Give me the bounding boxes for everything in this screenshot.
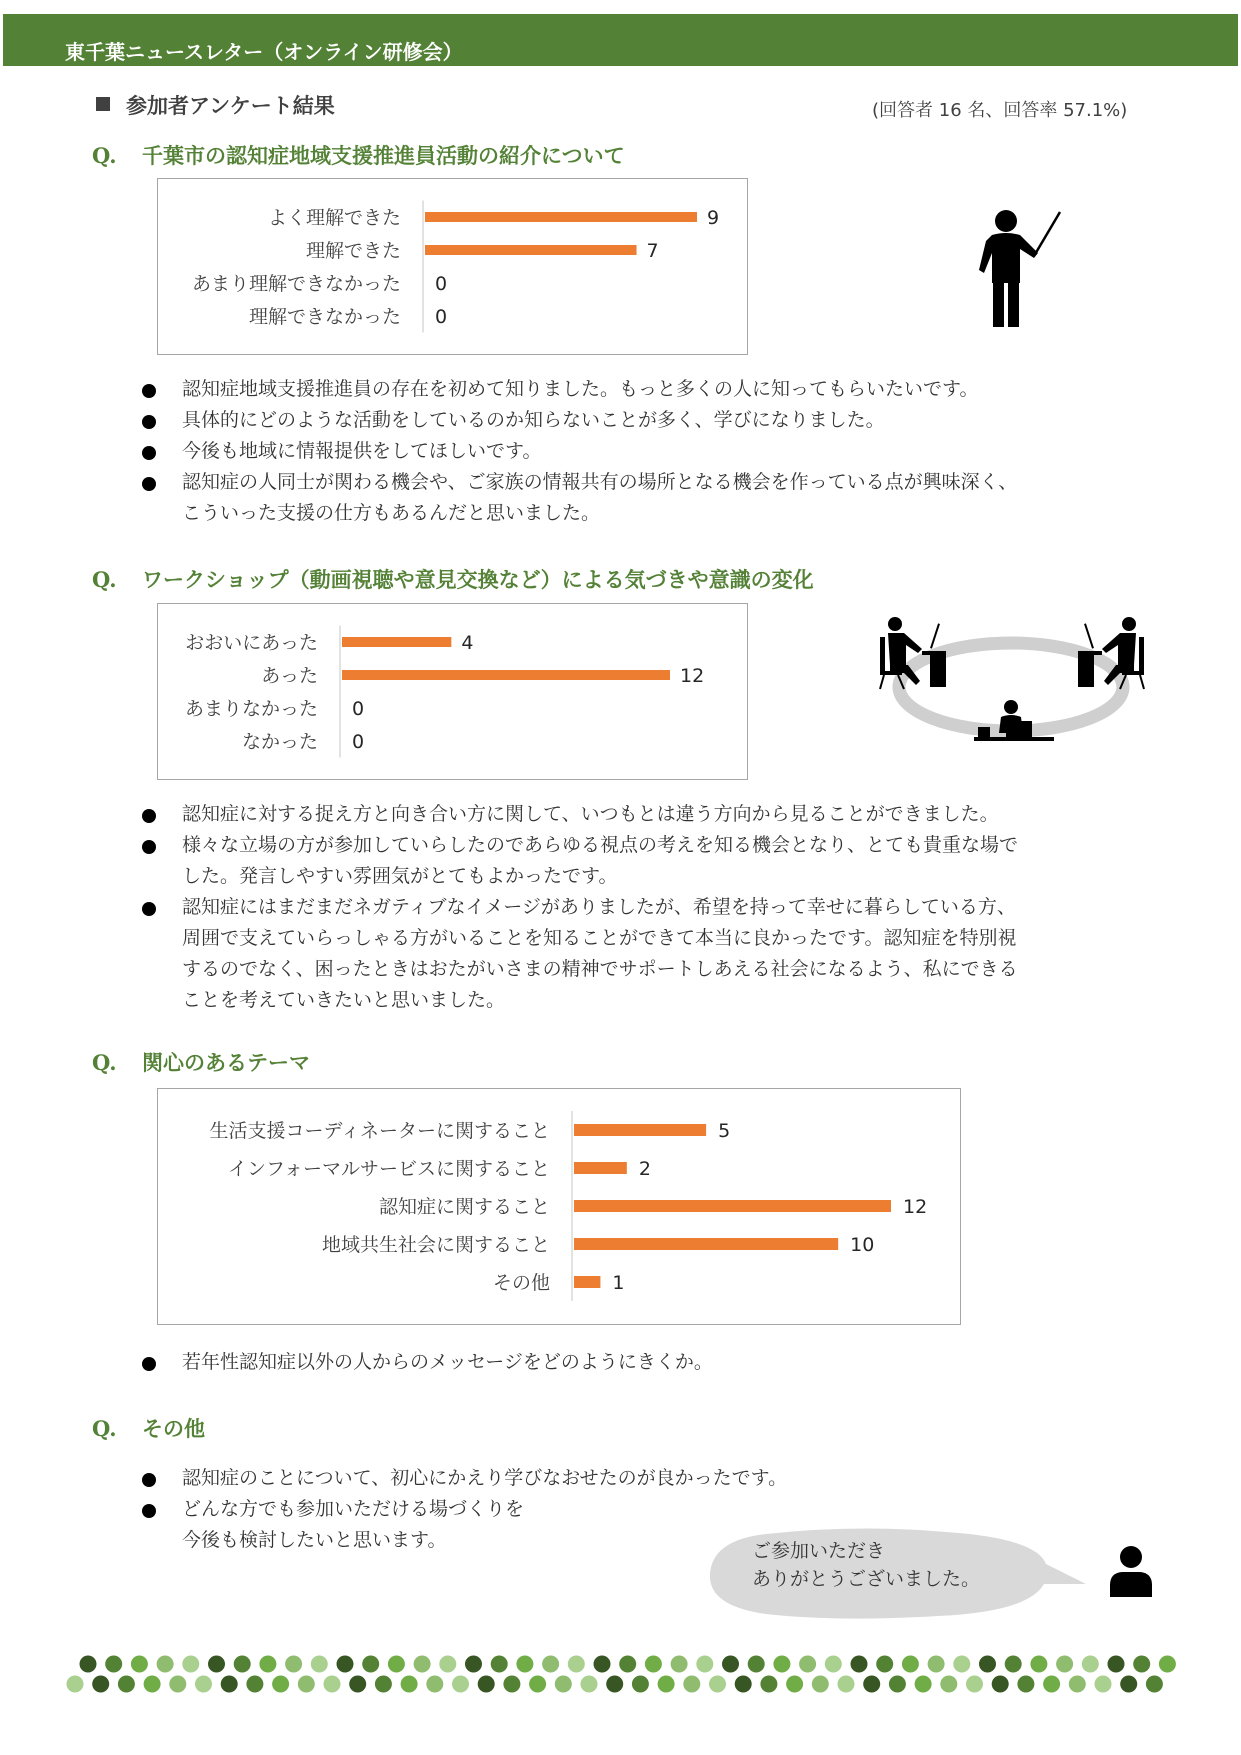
comment-continuation: するのでなく、困ったときはおたがいさまの精神でサポートしあえる社会になるよう、私にできる: [182, 958, 1018, 980]
category-label: あまりなかった: [184, 698, 318, 720]
bar: [425, 212, 697, 222]
data-label: 10: [850, 1234, 875, 1256]
closing-message: ご参加いただき ありがとうございました。: [752, 1540, 981, 1590]
dot-border: [0, 1650, 1241, 1704]
question-2-heading: [92, 564, 814, 594]
chart-understanding: [157, 178, 748, 355]
comment-item: 認知症のことについて、初心にかえり学びなおせたのが良かったです。: [139, 1463, 939, 1494]
bar: [342, 637, 451, 647]
data-label: 2: [638, 1158, 651, 1180]
comment-item: 認知症の人同士が関わる機会や、ご家族の情報共有の場所となる機会を作っている点が興味深く、: [139, 467, 1139, 498]
question-3-heading: [92, 1047, 310, 1077]
category-label: 理解できた: [305, 240, 401, 262]
q-label: Q.: [92, 1050, 117, 1075]
comment-continuation: した。発言しやすい雰囲気がとてもよかったです。: [182, 865, 618, 887]
data-label: 9: [707, 207, 720, 229]
section-title-text: 参加者アンケート結果: [126, 94, 335, 118]
bar: [574, 1124, 706, 1136]
category-label: 認知症に関すること: [378, 1196, 550, 1218]
question-2-title: ワークショップ（動画視聴や意見交換など）による気づきや意識の変化: [142, 568, 814, 592]
category-label: なかった: [241, 731, 318, 753]
category-label: おおいにあった: [185, 632, 318, 654]
category-label: あまり理解できなかった: [191, 273, 401, 295]
person-icon: [1108, 1545, 1154, 1597]
understanding-bar-chart: [158, 179, 747, 354]
data-label: 12: [903, 1196, 928, 1218]
category-label: 生活支援コーディネーターに関すること: [209, 1120, 550, 1142]
response-rate: (回答者 16 名、回答率 57.1%): [872, 100, 1128, 121]
question-1-heading: [92, 140, 625, 170]
comment-continuation: こういった支援の仕方もあるんだと思いました。: [182, 502, 601, 524]
category-label: インフォーマルサービスに関すること: [227, 1158, 550, 1180]
category-label: 理解できなかった: [248, 306, 401, 328]
bar: [425, 245, 637, 255]
chart-themes: [157, 1088, 961, 1325]
comment-continuation: 今後も検討したいと思います。: [182, 1529, 447, 1551]
bar: [574, 1200, 891, 1212]
data-label: 0: [435, 273, 448, 295]
bar: [574, 1238, 838, 1250]
bar: [574, 1276, 600, 1288]
newsletter-title: 東千葉ニュースレター（オンライン研修会）: [65, 40, 463, 64]
chart-awareness: [157, 603, 748, 780]
comment-item: 若年性認知症以外の人からのメッセージをどのようにきくか。: [139, 1347, 1139, 1378]
meeting-icon: [878, 615, 1148, 755]
data-label: 7: [646, 240, 659, 262]
question-2-comments: [139, 799, 1159, 1016]
q-label: Q.: [92, 143, 117, 168]
data-label: 0: [352, 731, 365, 753]
data-label: 12: [680, 665, 705, 687]
comment-item: 具体的にどのような活動をしているのか知らないことが多く、学びになりました。: [139, 405, 1139, 436]
data-label: 1: [612, 1272, 625, 1294]
section-heading: [96, 90, 335, 120]
q-label: Q.: [92, 1416, 117, 1441]
category-label: よく理解できた: [267, 207, 401, 229]
comment-item: 様々な立場の方が参加していらしたのであらゆる視点の考えを知る機会となり、とても貴重な場で: [139, 830, 1159, 861]
comment-item: どんな方でも参加いただける場づくりを: [139, 1494, 939, 1525]
bar: [574, 1162, 627, 1174]
comment-continuation: ことを考えていきたいと思いました。: [182, 989, 506, 1011]
question-4-title: その他: [142, 1417, 205, 1441]
category-label: 地域共生社会に関すること: [321, 1234, 550, 1256]
data-label: 0: [435, 306, 448, 328]
question-1-comments: [139, 374, 1139, 529]
comment-item: 認知症に対する捉え方と向き合い方に関して、いつもとは違う方向から見ることができました。: [139, 799, 1159, 830]
data-label: 5: [718, 1120, 731, 1142]
comment-continuation: 周囲で支えていらっしゃる方がいることを知ることができて本当に良かったです。認知症を特別視: [182, 927, 1017, 949]
category-label: その他: [492, 1272, 550, 1294]
data-label: 4: [461, 632, 474, 654]
question-3-title: 関心のあるテーマ: [142, 1051, 310, 1075]
themes-bar-chart: [158, 1089, 960, 1324]
category-label: あった: [261, 665, 318, 687]
data-label: 0: [352, 698, 365, 720]
q-label: Q.: [92, 567, 117, 592]
awareness-bar-chart: [158, 604, 747, 779]
question-3-comments: [139, 1347, 1139, 1378]
comment-item: 今後も地域に情報提供をしてほしいです。: [139, 436, 1139, 467]
comment-item: 認知症にはまだまだネガティブなイメージがありましたが、希望を持って幸せに暮らしている方、: [139, 892, 1159, 923]
question-4-heading: [92, 1413, 205, 1443]
question-1-title: 千葉市の認知症地域支援推進員活動の紹介について: [142, 144, 625, 168]
bar: [342, 670, 670, 680]
square-bullet-icon: [96, 97, 110, 111]
presenter-icon: [968, 207, 1068, 329]
comment-item: 認知症地域支援推進員の存在を初めて知りました。もっと多くの人に知ってもらいたいです。: [139, 374, 1139, 405]
